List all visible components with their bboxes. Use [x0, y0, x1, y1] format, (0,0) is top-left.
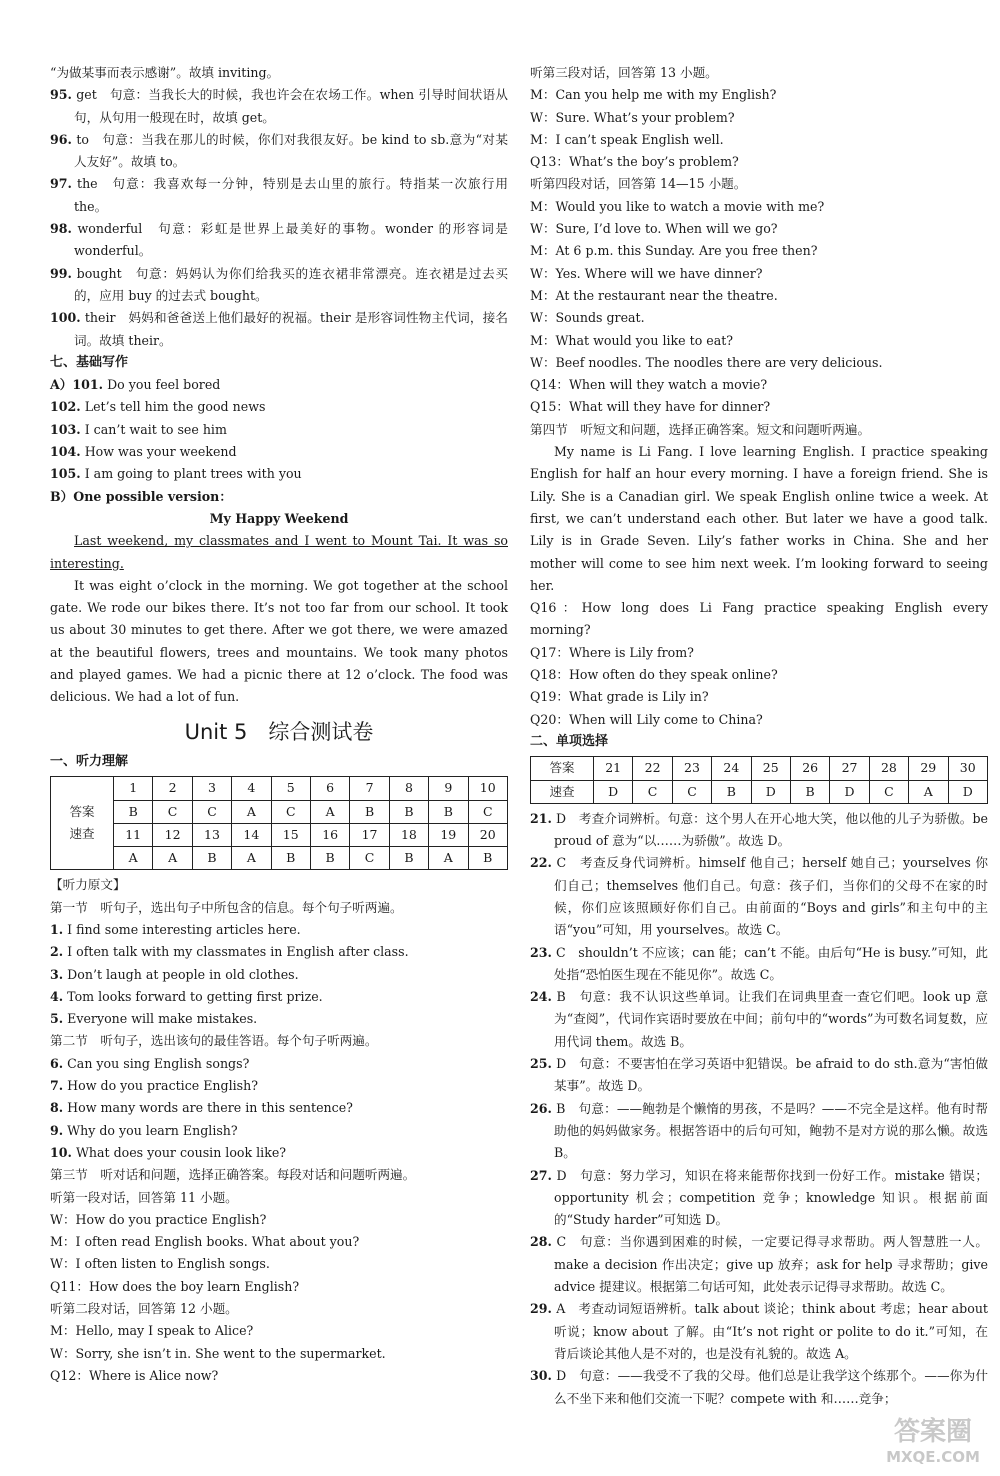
text-line: W：Sure. What’s your problem?	[530, 109, 735, 125]
numbered-item	[50, 1075, 508, 1097]
item-number: 4.	[50, 988, 64, 1004]
text-line: M：At the restaurant near the theatre.	[530, 287, 778, 303]
item-number: 22.	[530, 855, 552, 871]
text-line: Q17：Where is Lily from?	[530, 644, 694, 660]
table-cell: 8	[389, 777, 428, 800]
numbered-item	[530, 986, 988, 1053]
table-row	[51, 800, 508, 823]
item-text: to 句意：当我在那儿的时候，你们对我很友好。be kind to sb.意为“对某人友好”。故填 to。	[74, 131, 508, 170]
item-number: 95.	[50, 87, 72, 103]
watermark-logo	[878, 1408, 988, 1468]
table-cell: 10	[468, 777, 507, 800]
text-line: Q20：When will Lily come to China?	[530, 711, 763, 727]
multiple-choice-heading: 二、单项选择	[530, 733, 609, 749]
table-cell: A	[232, 800, 271, 823]
table-cell: D	[594, 780, 633, 803]
table-cell: 7	[350, 777, 389, 800]
table-label: 答案 速查	[51, 777, 114, 870]
text-line: W：Yes. Where will we have dinner?	[530, 265, 763, 281]
item-number: 96.	[50, 131, 72, 147]
item-number: 99.	[50, 265, 72, 281]
table-cell: 2	[153, 777, 192, 800]
table-cell: 9	[429, 777, 468, 800]
item-text: How was your weekend	[84, 444, 237, 460]
text-line: 听第二段对话，回答第 12 小题。	[50, 1301, 238, 1317]
item-number: 104.	[50, 444, 81, 460]
text-line: Q19：What grade is Lily in?	[530, 689, 709, 705]
numbered-item	[50, 84, 508, 129]
essay-title: My Happy Weekend	[209, 510, 349, 526]
item-number: 5.	[50, 1011, 64, 1027]
item-text: D 句意：——我受不了我的父母。他们总是让我学这个练那个。——你为什么不坐下来和他们交流一下呢？compete with 和……竞争；	[554, 1368, 988, 1406]
item-text: A 考查动词短语辨析。talk about 谈论；think about 考虑；hear about 听说；know about 了解。由“It’s not right or polite to do it.”可知，在背后谈论其他人是不对的，也是没有礼貌的。故选 A。	[554, 1301, 988, 1361]
item-text: “为做某事而表示感谢”。故填 inviting。	[50, 65, 280, 80]
numbered-item	[50, 173, 508, 218]
table-cell: 12	[153, 823, 192, 846]
numbered-item	[530, 1231, 988, 1298]
table-row	[51, 823, 508, 846]
table-cell: B	[712, 780, 751, 803]
numbered-item	[50, 441, 508, 463]
text-line: W：I often listen to English songs.	[50, 1256, 270, 1272]
table-cell: 22	[633, 757, 672, 780]
table-cell: B	[468, 847, 507, 870]
item-number: 26.	[530, 1100, 552, 1116]
table-cell: 14	[232, 823, 271, 846]
passage-questions	[530, 597, 988, 731]
table-cell: 21	[594, 757, 633, 780]
item-text: C shouldn’t 不应该；can 能；can’t 不能。由后句“He is busy.”可知，此处指“恐怕医生现在不能见你”。故选 C。	[554, 944, 988, 982]
table-cell: 29	[909, 757, 948, 780]
table-cell: 19	[429, 823, 468, 846]
table-cell: B	[310, 847, 349, 870]
text-line: Q12：Where is Alice now?	[50, 1367, 219, 1383]
right-column	[530, 62, 988, 1410]
numbered-item	[50, 1053, 508, 1075]
item-number: 102.	[50, 399, 81, 415]
table-row	[531, 757, 988, 780]
table-cell: A	[310, 800, 349, 823]
item-text: C 考查反身代词辨析。himself 他自己；herself 她自己；yourselves 你们自己；themselves 他们自己。句意：孩子们，当你们的父母不在家的时候，你们应该照顾好你们自己。由前面的“Boys and girls”和主句中的主语“you”可知，用 yourselves。故选 C。	[554, 855, 988, 938]
table-cell: A	[114, 847, 153, 870]
listening-answer-table	[50, 776, 508, 870]
text-line: M：At 6 p.m. this Sunday. Are you free then?	[530, 243, 818, 259]
table-cell: 5	[271, 777, 310, 800]
item-text: What does your cousin look like?	[75, 1144, 287, 1160]
item-number: 10.	[50, 1144, 72, 1160]
table-cell: C	[672, 780, 711, 803]
item-text: bought 句意：妈妈认为你们给我买的连衣裙非常漂亮。连衣裙是过去买的，应用 buy 的过去式 bought。	[74, 265, 508, 303]
listening-heading: 一、听力理解	[50, 753, 129, 769]
text-line: M：Hello, may I speak to Alice?	[50, 1323, 254, 1339]
text-line: W：Sorry, she isn’t in. She went to the supermarket.	[50, 1345, 386, 1361]
text-line: 听第三段对话，回答第 13 小题。	[530, 65, 718, 80]
text-line: Q16：How long does Li Fang practice speaking English every morning?	[530, 600, 988, 638]
item-text: get 句意：当我长大的时候，我也许会在农场工作。when 引导时间状语从句，从句用一般现在时，故填 get。	[74, 87, 508, 125]
item-number: A）101.	[50, 377, 104, 393]
table-row	[51, 777, 508, 800]
table-cell: B	[271, 847, 310, 870]
text-line: M：What would you like to eat?	[530, 332, 734, 348]
item-text: D 句意：努力学习，知识在将来能帮你找到一份好工作。mistake 错误；opportunity 机会；competition 竞争；knowledge 知识。根据前面的“Study harder”可知选 D。	[554, 1167, 988, 1228]
section-1-items	[50, 919, 508, 1030]
item-text: the 句意：我喜欢每一分钟，特别是去山里的旅行。特指某一次旅行用 the。	[74, 176, 508, 214]
table-cell: 13	[192, 823, 231, 846]
numbered-item	[530, 1053, 988, 1098]
numbered-item	[50, 218, 508, 263]
item-text: I am going to plant trees with you	[84, 466, 302, 482]
text-line: M：I can’t speak English well.	[530, 131, 724, 147]
section-2-heading: 第二节 听句子，选出该句的最佳答语。每个句子听两遍。	[50, 1033, 378, 1049]
numbered-item	[50, 463, 508, 485]
item-number: 8.	[50, 1100, 64, 1116]
text-line: W：How do you practice English?	[50, 1211, 267, 1227]
watermark-line-2: MXQE.COM	[886, 1448, 980, 1466]
text-line: Q11：How does the boy learn English?	[50, 1278, 300, 1294]
item-text: their 妈妈和爸爸送上他们最好的祝福。their 是形容词性物主代词，接名词。故填 their。	[74, 310, 508, 348]
table-cell: B	[429, 800, 468, 823]
item-text: D 句意：不要害怕在学习英语中犯错误。be afraid to do sth.意为“害怕做某事”。故选 D。	[554, 1056, 988, 1094]
item-number: 103.	[50, 421, 81, 437]
item-number: 24.	[530, 989, 552, 1005]
unit-title: Unit 5 综合测试卷	[184, 719, 374, 744]
table-cell: 4	[232, 777, 271, 800]
item-number: 28.	[530, 1234, 552, 1250]
item-number: 9.	[50, 1122, 64, 1138]
table-cell: B	[790, 780, 829, 803]
numbered-item	[50, 1097, 508, 1119]
table-cell: 11	[114, 823, 153, 846]
text-line: W：Beef noodles. The noodles there are very delicious.	[530, 354, 883, 370]
item-text: Tom looks forward to getting first prize.	[67, 988, 323, 1004]
table-cell: B	[350, 800, 389, 823]
section-1-heading: 第一节 听句子，选出句子中所包含的信息。每个句子听两遍。	[50, 899, 403, 915]
table-cell: 16	[310, 823, 349, 846]
text-line: W：Sounds great.	[530, 310, 645, 326]
numbered-item	[50, 129, 508, 174]
numbered-item	[530, 808, 988, 853]
item-number: 25.	[530, 1056, 552, 1072]
writing-part-a	[50, 374, 508, 485]
numbered-item	[50, 263, 508, 308]
section-3-heading: 第三节 听对话和问题，选择正确答案。每段对话和问题听两遍。	[50, 1167, 416, 1183]
item-number: 29.	[530, 1301, 552, 1317]
listening-passage: My name is Li Fang. I love learning English. I practice speaking English for half an hour every morning. I have a foreign friend. She is Lily. She is a Canadian girl. We speak English online twice a week. At first, we can’t understand each other. But later we have a good talk. Lily is in Grade Seven. Lily’s father works in China. She and her mother will come to see him next week. I’m looking forward to seeing her.	[530, 444, 988, 593]
item-number: 1.	[50, 921, 64, 937]
numbered-item	[50, 986, 508, 1008]
text-line: Q18：How often do they speak online?	[530, 667, 778, 683]
table-cell: D	[948, 780, 987, 803]
table-row	[51, 847, 508, 870]
table-cell: A	[909, 780, 948, 803]
table-cell: A	[153, 847, 192, 870]
left-column	[50, 62, 508, 1387]
table-cell: C	[271, 800, 310, 823]
numbered-item	[50, 62, 508, 84]
table-label: 答案	[531, 757, 594, 780]
table-cell: B	[389, 800, 428, 823]
section-4-heading: 第四节 听短文和问题，选择正确答案。短文和问题听两遍。	[530, 421, 871, 437]
item-text: I often talk with my classmates in English after class.	[67, 944, 409, 960]
table-label: 速查	[531, 780, 594, 803]
text-line: Q15：What will they have for dinner?	[530, 399, 771, 415]
item-text: D 考查介词辨析。句意：这个男人在开心地大笑，他以他的儿子为骄傲。be proud of 意为“以……为骄傲”。故选 D。	[554, 810, 988, 849]
item-text: How do you practice English?	[67, 1078, 258, 1094]
multiple-choice-answer-table	[530, 756, 988, 804]
item-text: B 句意：——鲍勃是个懒惰的男孩，不是吗？——不完全是这样。他有时帮助他的妈妈做家务。根据答语中的后句可知，鲍勃不是对方说的那么懒。故选 B。	[554, 1100, 988, 1161]
table-cell: 24	[712, 757, 751, 780]
text-line: Q14：When will they watch a movie?	[530, 377, 768, 393]
numbered-item	[50, 1008, 508, 1030]
table-cell: B	[114, 800, 153, 823]
dialog-lines	[50, 1187, 508, 1388]
table-cell: B	[389, 847, 428, 870]
numbered-item	[530, 1165, 988, 1232]
table-cell: 20	[468, 823, 507, 846]
table-cell: 28	[869, 757, 908, 780]
item-number: 21.	[530, 810, 552, 826]
table-cell: A	[232, 847, 271, 870]
item-text: Let’s tell him the good news	[84, 399, 266, 415]
section-2-items	[50, 1053, 508, 1164]
item-text: Can you sing English songs?	[67, 1055, 250, 1071]
table-cell: B	[192, 847, 231, 870]
numbered-item	[50, 396, 508, 418]
table-cell: 18	[389, 823, 428, 846]
numbered-item	[50, 1142, 508, 1164]
table-cell: 1	[114, 777, 153, 800]
item-number: 30.	[530, 1368, 552, 1384]
script-label: 【听力原文】	[50, 877, 126, 893]
numbered-item	[530, 1365, 988, 1410]
table-cell: 27	[830, 757, 869, 780]
text-line: 听第一段对话，回答第 11 小题。	[50, 1189, 238, 1205]
table-cell: A	[429, 847, 468, 870]
item-text: C 句意：当你遇到困难的时候，一定要记得寻求帮助。两人智慧胜一人。make a decision 作出决定；give up 放弃；ask for help 寻求帮助；give advice 提建议。根据第二句话可知，此处表示记得寻求帮助。故选 C。	[554, 1234, 988, 1295]
table-cell: 26	[790, 757, 829, 780]
item-number: 3.	[50, 966, 64, 982]
dialog-lines	[530, 62, 988, 419]
item-number: 23.	[530, 944, 552, 960]
table-cell: 6	[310, 777, 349, 800]
table-cell: C	[350, 847, 389, 870]
table-cell: 25	[751, 757, 790, 780]
essay-first-line: Last weekend, my classmates and I went to Mount Tai. It was so interesting.	[50, 533, 508, 571]
writing-heading: 七、基础写作	[50, 354, 129, 370]
numbered-item	[50, 374, 508, 396]
item-number: 2.	[50, 944, 64, 960]
table-cell: 3	[192, 777, 231, 800]
numbered-item	[50, 941, 508, 963]
essay-body: It was eight o’clock in the morning. We got together at the school gate. We rode our bikes there. It’s not too far from our school. It took us about 30 minutes to get there. After we got there, we were amazed at the beautiful flowers, trees and mountains. We took many photos and played games. We had a picnic there at 12 o’clock. The food was delicious. We had a lot of fun.	[50, 577, 508, 705]
table-cell: 15	[271, 823, 310, 846]
item-text: Everyone will make mistakes.	[67, 1011, 258, 1027]
item-number: 98.	[50, 221, 72, 237]
answer-explanations-21-30	[530, 808, 988, 1410]
item-number: 105.	[50, 466, 81, 482]
table-cell: 17	[350, 823, 389, 846]
table-cell: D	[830, 780, 869, 803]
item-text: I find some interesting articles here.	[67, 921, 301, 937]
text-line: Q13：What’s the boy’s problem?	[530, 154, 739, 170]
item-text: How many words are there in this sentence?	[67, 1100, 353, 1116]
text-line: W：Sure, I’d love to. When will we go?	[530, 221, 778, 237]
item-text: I can’t wait to see him	[84, 421, 227, 437]
numbered-item	[530, 942, 988, 987]
numbered-item	[50, 307, 508, 352]
item-text: Don’t laugh at people in old clothes.	[67, 966, 299, 982]
item-text: wonderful 句意：彩虹是世界上最美好的事物。wonder 的形容词是 wonderful。	[74, 221, 508, 259]
table-cell: 23	[672, 757, 711, 780]
table-cell: C	[633, 780, 672, 803]
writing-part-b-label: B）One possible version：	[50, 488, 232, 504]
text-line: 听第四段对话，回答第 14—15 小题。	[530, 176, 747, 192]
item-number: 27.	[530, 1167, 552, 1183]
item-text: Why do you learn English?	[67, 1122, 238, 1138]
table-row	[531, 780, 988, 803]
item-text: Do you feel bored	[107, 377, 221, 393]
table-cell: C	[869, 780, 908, 803]
item-number: 6.	[50, 1055, 64, 1071]
watermark-line-1: 答案圈	[893, 1417, 973, 1447]
table-cell: C	[468, 800, 507, 823]
answer-explanations-95-100	[50, 62, 508, 352]
table-cell: D	[751, 780, 790, 803]
text-line: M：Can you help me with my English?	[530, 87, 777, 103]
item-number: 97.	[50, 176, 72, 192]
table-cell: 30	[948, 757, 987, 780]
numbered-item	[530, 1298, 988, 1365]
numbered-item	[50, 419, 508, 441]
text-line: M：Would you like to watch a movie with me?	[530, 198, 825, 214]
table-cell: C	[192, 800, 231, 823]
table-cell: C	[153, 800, 192, 823]
numbered-item	[50, 1120, 508, 1142]
numbered-item	[50, 919, 508, 941]
item-text: B 句意：我不认识这些单词。让我们在词典里查一查它们吧。look up 意为“查阅”，代词作宾语时要放在中间；前句中的“words”为可数名词复数，应用代词 them。故选 B。	[554, 989, 988, 1049]
numbered-item	[530, 1098, 988, 1165]
numbered-item	[50, 964, 508, 986]
item-number: 7.	[50, 1078, 64, 1094]
text-line: M：I often read English books. What about you?	[50, 1234, 360, 1250]
item-number: 100.	[50, 310, 81, 326]
numbered-item	[530, 852, 988, 941]
